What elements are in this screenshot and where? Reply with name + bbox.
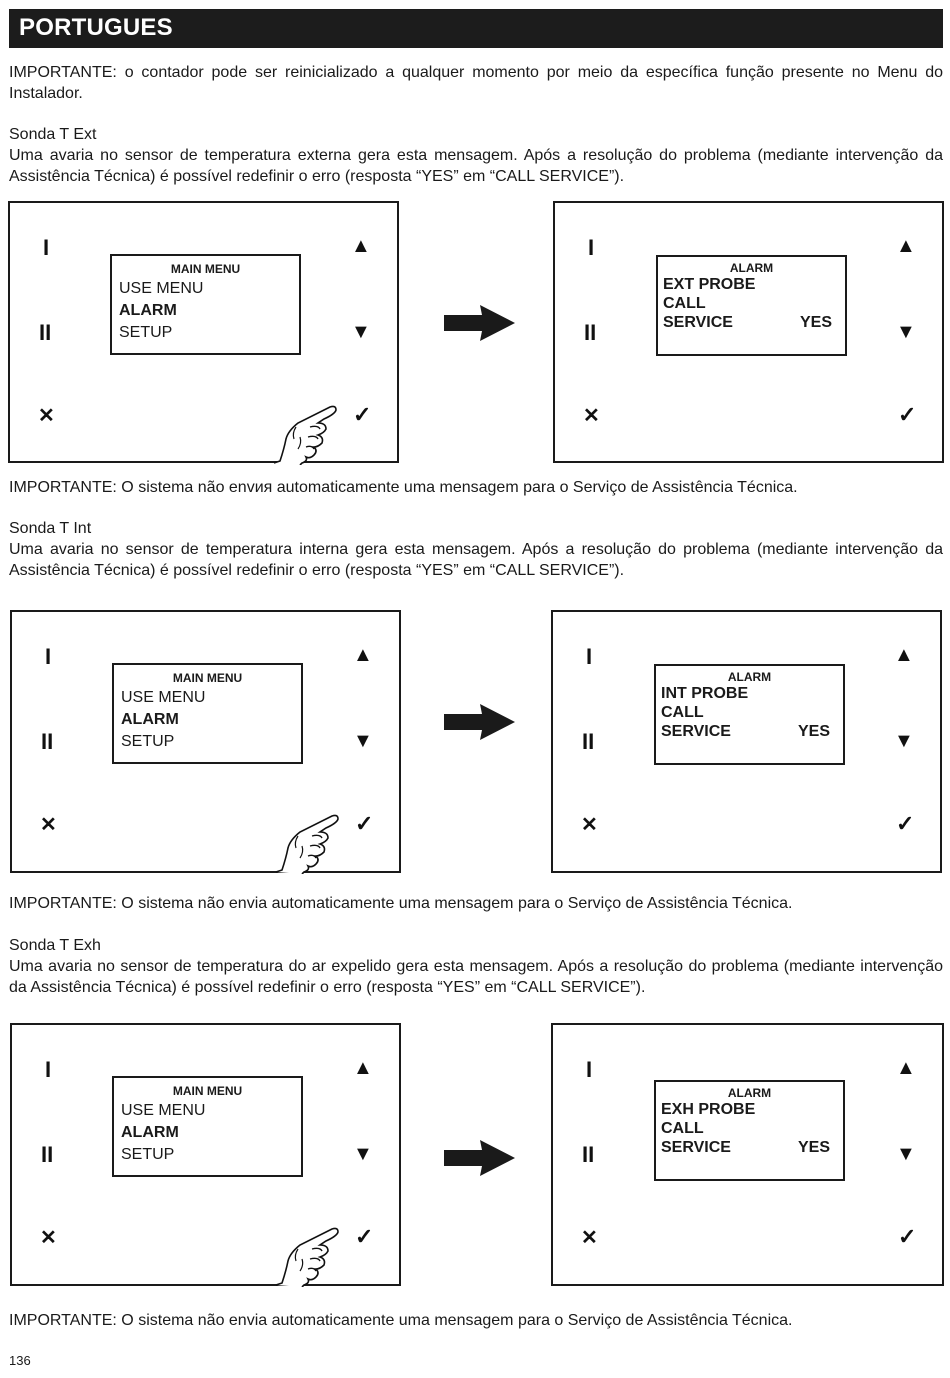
cancel-icon[interactable]: ✕ [581,814,598,836]
section-body: Uma avaria no sensor de temperatura interna gera esta mensagem. Após a resolução do problema (mediante intervenção da Assistência Técnica) é possível redefinir o erro (resposta “YES” em “CALL SERVICE”). [9,541,943,579]
alarm-service-line: SERVICE [661,723,731,740]
up-arrow-icon[interactable]: ▲ [351,235,371,257]
menu-item-alarm[interactable]: ALARM [121,711,179,728]
display-screen [112,663,303,764]
key-two[interactable]: II [39,320,52,345]
menu-title: MAIN MENU [170,262,241,276]
important-note: IMPORTANTE: O sistema não envия automaticamente uma mensagem para o Serviço de Assistência Técnica. [9,479,798,496]
key-two[interactable]: II [582,729,595,754]
key-two[interactable]: II [41,729,54,754]
up-arrow-icon[interactable]: ▲ [896,235,916,257]
section-title: PORTUGUES [19,14,173,41]
menu-item-setup[interactable]: SETUP [121,1146,175,1163]
confirm-check-icon[interactable]: ✓ [898,402,917,427]
down-arrow-icon[interactable]: ▼ [351,321,371,343]
right-arrow-icon [444,1140,516,1176]
alarm-call-line: CALL [661,704,704,721]
alarm-call-line: CALL [663,295,706,312]
key-one[interactable]: I [586,644,593,669]
alarm-title: ALARM [727,670,772,684]
cancel-icon[interactable]: ✕ [38,405,55,427]
page-number: 136 [9,1353,31,1368]
key-one[interactable]: I [588,235,595,260]
menu-item-use-menu[interactable]: USE MENU [121,1102,206,1119]
important-note: IMPORTANTE: O sistema não envia automaticamente uma mensagem para o Serviço de Assistência Técnica. [9,895,793,912]
menu-item-setup[interactable]: SETUP [119,324,173,341]
right-arrow-icon [444,305,516,341]
alarm-service-line: SERVICE [663,314,733,331]
up-arrow-icon[interactable]: ▲ [353,644,373,666]
section-heading: Sonda T Int [9,520,92,537]
menu-item-use-menu[interactable]: USE MENU [119,280,204,297]
down-arrow-icon[interactable]: ▼ [353,1143,373,1165]
down-arrow-icon[interactable]: ▼ [896,1143,916,1165]
pressing-hand-icon [272,403,352,465]
key-one[interactable]: I [45,1057,52,1082]
cancel-icon[interactable]: ✕ [40,814,57,836]
right-arrow-icon [444,704,516,740]
device-panel-main-menu [10,1023,401,1286]
section-header [9,9,943,48]
down-arrow-icon[interactable]: ▼ [894,730,914,752]
key-one[interactable]: I [45,644,52,669]
up-arrow-icon[interactable]: ▲ [894,644,914,666]
confirm-check-icon[interactable]: ✓ [896,811,915,836]
key-two[interactable]: II [582,1142,595,1167]
section-body: Uma avaria no sensor de temperatura externa gera esta mensagem. Após a resolução do problema (mediante intervenção da Assistência Técnica) é possível redefinir o erro (resposta “YES” em “CALL SERVICE”). [9,147,943,185]
pressing-hand-icon [274,1225,354,1287]
device-panel-alarm [551,610,942,873]
up-arrow-icon[interactable]: ▲ [896,1057,916,1079]
alarm-yes-answer[interactable]: YES [798,1139,831,1156]
device-panel-alarm [553,201,944,463]
display-screen [110,254,301,355]
down-arrow-icon[interactable]: ▼ [896,321,916,343]
alarm-yes-answer[interactable]: YES [800,314,833,331]
confirm-check-icon[interactable]: ✓ [355,811,374,836]
confirm-check-icon[interactable]: ✓ [898,1224,917,1249]
cancel-icon[interactable]: ✕ [583,405,600,427]
alarm-yes-answer[interactable]: YES [798,723,831,740]
menu-item-alarm[interactable]: ALARM [121,1124,179,1141]
key-one[interactable]: I [586,1057,593,1082]
section-body: Uma avaria no sensor de temperatura do ar expelido gera esta mensagem. Após a resolução do problema (mediante intervenção da Assistência Técnica) é possível redefinir o erro (resposta “YES” em “CALL SERVICE”). [9,958,943,996]
display-screen [112,1076,303,1177]
key-two[interactable]: II [41,1142,54,1167]
key-two[interactable]: II [584,320,597,345]
menu-title: MAIN MENU [172,1084,243,1098]
display-screen [656,255,847,356]
alarm-probe-line: EXT PROBE [663,276,756,293]
alarm-title: ALARM [729,261,774,275]
display-screen [654,664,845,765]
device-panel-main-menu [8,201,399,463]
alarm-call-line: CALL [661,1120,704,1137]
section-heading: Sonda T Ext [9,126,97,143]
confirm-check-icon[interactable]: ✓ [355,1224,374,1249]
alarm-probe-line: EXH PROBE [661,1101,756,1118]
display-screen [654,1080,845,1181]
device-panel-alarm [551,1023,944,1286]
cancel-icon[interactable]: ✕ [581,1227,598,1249]
section-heading: Sonda T Exh [9,937,101,954]
alarm-title: ALARM [727,1086,772,1100]
cancel-icon[interactable]: ✕ [40,1227,57,1249]
confirm-check-icon[interactable]: ✓ [353,402,372,427]
pressing-hand-icon [274,812,354,874]
important-note: IMPORTANTE: O sistema não envia automaticamente uma mensagem para o Serviço de Assistência Técnica. [9,1312,793,1329]
down-arrow-icon[interactable]: ▼ [353,730,373,752]
menu-item-alarm[interactable]: ALARM [119,302,177,319]
menu-title: MAIN MENU [172,671,243,685]
key-one[interactable]: I [43,235,50,260]
intro-paragraph: IMPORTANTE: o contador pode ser reinicializado a qualquer momento por meio da específica função presente no Menu do Instalador. [9,64,943,102]
menu-item-setup[interactable]: SETUP [121,733,175,750]
up-arrow-icon[interactable]: ▲ [353,1057,373,1079]
alarm-probe-line: INT PROBE [661,685,749,702]
menu-item-use-menu[interactable]: USE MENU [121,689,206,706]
alarm-service-line: SERVICE [661,1139,731,1156]
device-panel-main-menu [10,610,401,873]
